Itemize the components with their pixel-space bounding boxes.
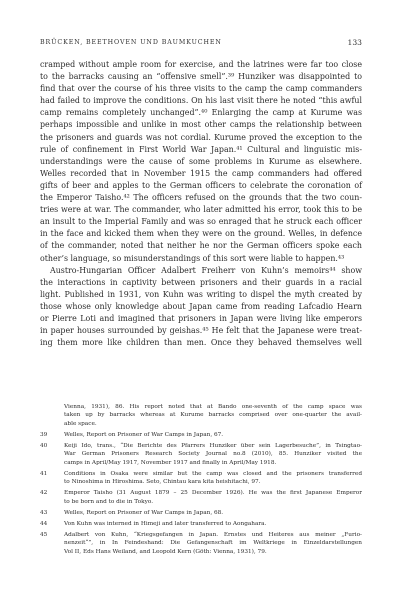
footnote [40,520,362,528]
footnote-line: Vienna, 1931), 86. His report noted that at Bando one-seventh of the camp space was [64,404,362,410]
footnote-line: taken up by barracks whereas at Kurume barracks comprised over one-quarter the avail- [64,412,362,419]
text-line: Austro-Hungarian Officer Adalbert Freiherr von Kuhn’s memoirs⁴⁴ show [50,265,362,275]
text-line: the Emperor Taisho.⁴² The officers refused on the grounds that the two coun- [40,193,362,203]
text-line: cramped without ample room for exercise, and the latrines were far too close [40,60,362,69]
text-line: rule of confinement in First World War Japan.⁴¹ Cultural and linguistic mis- [40,144,362,154]
text-line: an insult to the Imperial Family and was so enraged that he struck each officer [40,217,362,227]
footnote-line: Emperor Taisho (31 August 1879 – 25 December 1926). He was the first Japanese Emperor [64,490,362,497]
text-line: ing them more like children than men. Once they behaved themselves well [40,338,362,348]
footnote-line: Von Kuhn was interned in Himeji and later transferred to Aongahara. [64,520,267,527]
text-line: had failed to improve the conditions. On his last visit there he noted “this awful [40,96,362,106]
text-line: other’s language, so misunderstandings of this sort were liable to happen.⁴³ [40,253,345,263]
footnote-number: 41 [40,470,48,477]
footnote-number: 43 [40,509,48,516]
footnote-line: Welles, Report on Prisoner of War Camps in Japan, 67. [64,431,224,438]
footnote-number: 44 [40,520,48,527]
text-line: light. Published in 1931, von Kuhn was writing to dispel the myth created by [40,289,362,299]
text-line: to the barracks causing an “offensive smell”.³⁹ Hunziker was disappointed to [40,72,362,82]
running-header [40,39,362,51]
text-line: those whose only knowledge about Japan came from reading Lafcadio Hearn [40,301,362,311]
footnote-line: nenzeit“”, in In Feindeshand: Die Gefangenschaft im Weltkriege in Einzeldarstellungen [64,540,362,547]
text-line: perhaps impossible and unlike in most other camps the relationship between [40,120,362,130]
text-line: of the commander, noted that neither he nor the German officers spoke each [40,241,362,251]
body-text [40,59,362,349]
footnote-line: Vol II, Eds Hans Weiland, and Leopold Kern (Göth: Vienna, 1931), 79. [64,548,267,555]
footnote-line: Welles, Report on Prisoner of War Camps in Japan, 68. [64,509,224,516]
text-line: or Pierre Loti and imagined that prisoners in Japan were living like emperors [40,313,362,323]
footnote-line: able space. [64,420,97,427]
running-title: BRÜCKEN, BEETHOVEN UND BAUMKUCHEN [40,39,222,46]
text-line: tries were at war. The commander, who later admitted his error, took this to be [40,205,362,215]
text-line: the prisoners and guards was not cordial. Kurume proved the exception to the [40,132,362,142]
text-line: find that over the course of his three visits to the camp the camp commanders [40,84,362,94]
footnote [40,431,362,439]
footnote-number: 45 [40,531,48,538]
footnote [40,509,362,517]
footnote [40,442,362,467]
text-line: gifts of beer and apples to the German officers to celebrate the coronation of [40,180,362,190]
footnote-line: Conditions in Osaka were similar but the camp was closed and the prisoners transferred [64,470,362,477]
text-line: camp remains completely unchanged”.⁴⁰ Enlarging the camp at Kurume was [40,108,362,118]
footnote-line: to be born and to die in Tokyo. [64,498,154,505]
footnote-line: camps in April/May 1917, November 1917 and finally in April/May 1918. [64,459,277,466]
footnote [40,531,362,556]
footnote-line: Keiji Ido, trans., “Die Berichte des Pfarrers Hunziker über sein Lagerbesuche”, in Tsingtao- [64,442,362,449]
footnote-line: to Ninoshima in Hiroshima. Seto, Chintau kara kita heishitachi, 97. [64,479,261,486]
footnote-number: 39 [40,431,48,438]
footnote [40,470,362,487]
footnote-line: War German Prisoners Research Society Journal no.8 (2010), 85. Hunziker visited the [64,451,362,458]
text-line: understandings were the cause of some problems in Kurume as elsewhere. [40,156,362,166]
text-line: Welles recorded that in November 1915 the camp commanders had offered [40,168,362,178]
text-line: the interactions in captivity between prisoners and their guards in a racial [40,277,362,287]
page-number: 133 [347,38,362,47]
text-line: in paper houses surrounded by geishas.⁴⁵ He felt that the Japanese were treat- [40,326,362,336]
footnote-number: 42 [40,490,48,497]
text-line: in the face and kicked them when they were on the ground. Welles, in defence [40,229,362,239]
footnote-number: 40 [40,442,48,449]
footnote [40,489,362,506]
footnote [40,403,362,428]
footnote-line: Adalbert von Kuhn, “Kriegsgefangen in Japan. Ernstes und Heiteres aus meiner „Furio- [64,531,362,538]
footnotes [40,403,362,556]
